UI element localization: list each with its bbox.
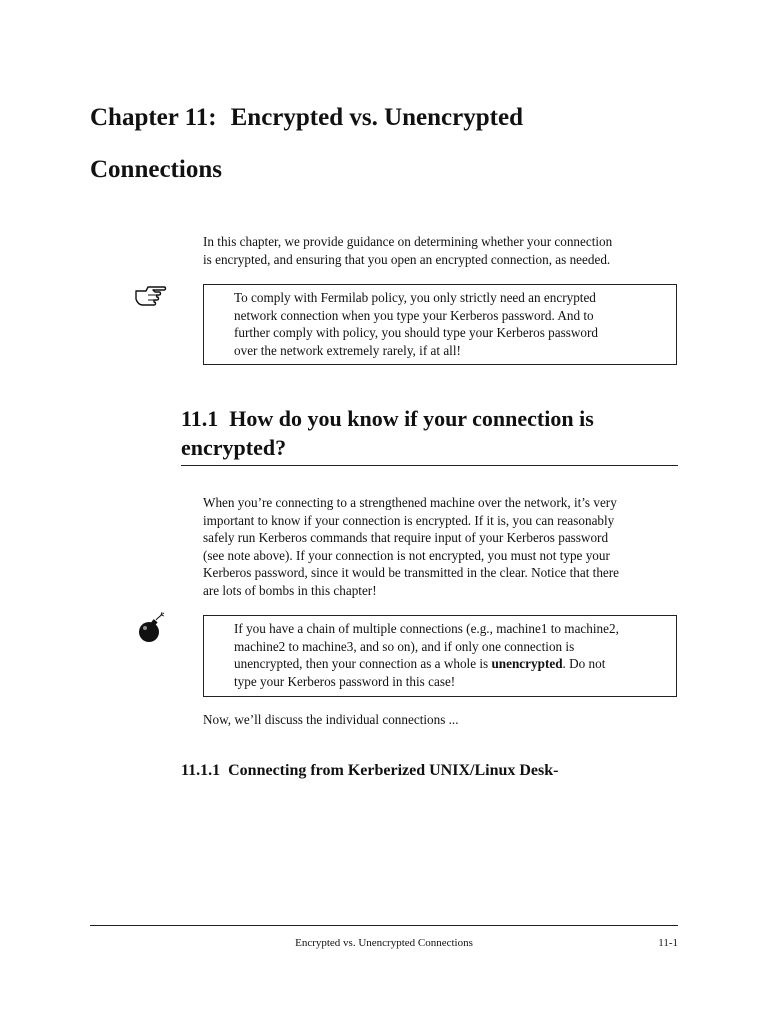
footer-divider — [90, 925, 678, 926]
bomb-icon — [136, 612, 166, 644]
unencrypted-emphasis: unencrypted — [491, 656, 563, 671]
note-segment: unencrypted, then your connection as a whole is — [234, 656, 492, 671]
warning-note-box — [203, 615, 677, 697]
subsection-number: 11.1.1 — [181, 762, 221, 779]
note-line: To comply with Fermilab policy, you only strictly need an encrypted — [234, 290, 596, 305]
warning-note-text — [234, 620, 619, 690]
chapter-title-line-1 — [90, 92, 690, 144]
note-line: type your Kerberos password in this case! — [234, 673, 456, 689]
section-heading: How do you know if your connection is — [229, 406, 594, 431]
body-paragraph — [203, 494, 683, 599]
body-line: are lots of bombs in this chapter! — [203, 582, 377, 598]
policy-note-box — [203, 284, 677, 365]
transition-paragraph — [203, 711, 683, 729]
note-line: network connection when you type your Kerberos password. And to — [234, 307, 594, 323]
chapter-label: Chapter 11: — [90, 104, 217, 131]
section-title-line-1 — [181, 404, 678, 433]
subsection-title — [181, 760, 558, 782]
body-line: important to know if your connection is encrypted. If it is, you can reasonably — [203, 512, 615, 528]
section-title — [181, 404, 678, 466]
note-line: further comply with policy, you should type your Kerberos password — [234, 325, 598, 340]
body-line: Kerberos password, since it would be transmitted in the clear. Notice that there — [203, 565, 620, 580]
body-line: safely run Kerberos commands that require input of your Kerberos password — [203, 530, 609, 545]
chapter-title-line-2: Connections — [90, 156, 222, 183]
note-line: machine2 to machine3, and so on), and if only one connection is — [234, 638, 575, 654]
note-line — [234, 655, 619, 673]
chapter-name: Encrypted vs. Unencrypted — [230, 104, 523, 131]
transition-line: Now, we’ll discuss the individual connections ... — [203, 712, 459, 727]
intro-paragraph — [203, 233, 683, 268]
subsection-heading: Connecting from Kerberized UNIX/Linux Desk- — [228, 762, 559, 779]
note-line: over the network extremely rarely, if at all! — [234, 342, 461, 358]
intro-line: is encrypted, and ensuring that you open an encrypted connection, as needed. — [203, 251, 611, 267]
note-line: If you have a chain of multiple connections (e.g., machine1 to machine2, — [234, 621, 619, 636]
footer-title: Encrypted vs. Unencrypted Connections — [295, 937, 473, 949]
section-number: 11.1 — [181, 406, 219, 431]
pointing-hand-icon — [134, 282, 168, 308]
body-line: When you’re connecting to a strengthened machine over the network, it’s very — [203, 495, 617, 510]
chapter-title — [90, 92, 690, 196]
intro-line: In this chapter, we provide guidance on determining whether your connection — [203, 234, 613, 249]
body-line: (see note above). If your connection is not encrypted, you must not type your — [203, 547, 610, 563]
section-title-line-2: encrypted? — [181, 435, 287, 460]
note-segment: . Do not — [562, 656, 606, 671]
page-number: 11-1 — [658, 937, 678, 949]
policy-note-text — [234, 289, 598, 359]
